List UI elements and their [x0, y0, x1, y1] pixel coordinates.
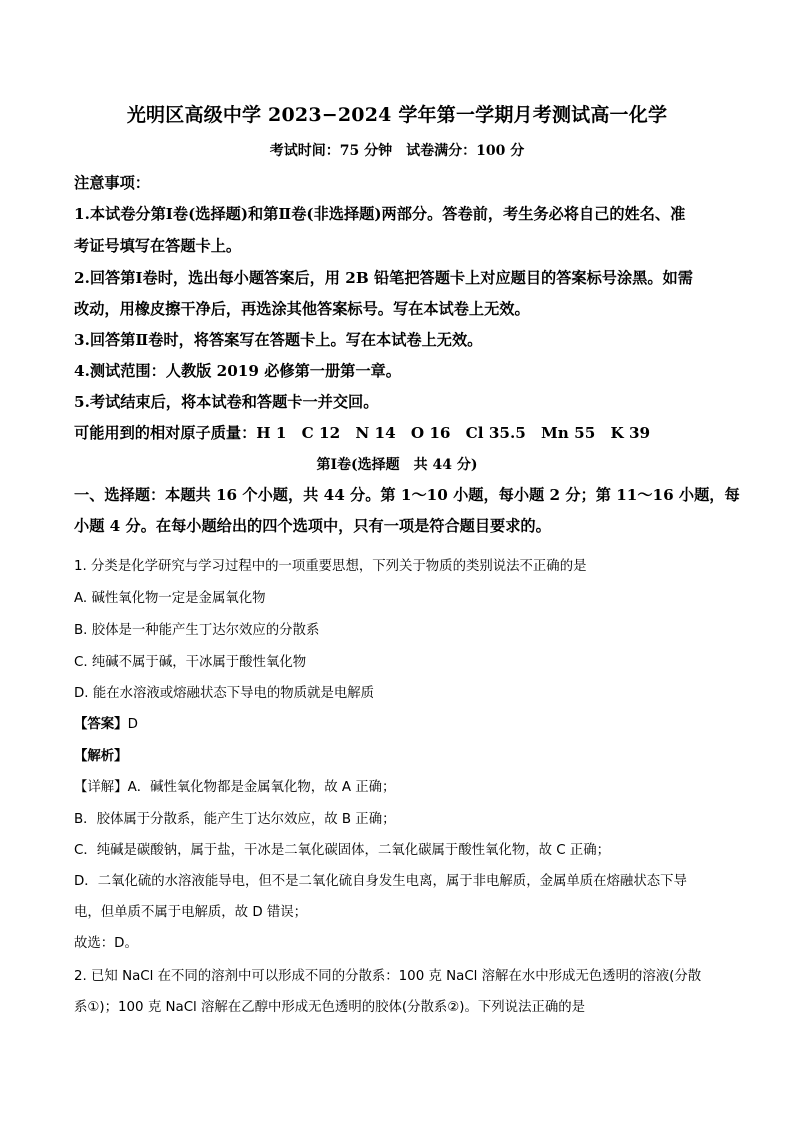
note-line: 改动，用橡皮擦干净后，再选涂其他答案标号。写在本试卷上无效。 [74, 300, 530, 318]
question-1-option-d: D. 能在水溶液或熔融状态下导电的物质就是电解质 [74, 686, 375, 701]
question-1-option-c: C. 纯碱不属于碱，干冰属于酸性氧化物 [74, 655, 307, 670]
note-line: 5.考试结束后，将本试卷和答题卡一并交回。 [74, 393, 379, 411]
detail-line: C．纯碱是碳酸钠，属于盐，干冰是二氧化碳固体，二氧化碳属于酸性氧化物，故 C 正确； [74, 843, 611, 858]
note-line: 2.回答第Ⅰ卷时，选出每小题答案后，用 2B 铅笔把答题卡上对应题目的答案标号涂黑。如需 [74, 269, 693, 287]
detail-line: D．二氧化硫的水溶液能导电，但不是二氧化硫自身发生电离，属于非电解质，金属单质在熔融状态下导 [74, 874, 687, 889]
detail-text: A．碱性氧化物都是金属氧化物，故 A 正确； [127, 780, 396, 795]
detail-label: 【详解】 [74, 780, 128, 795]
question-1-option-a: A. 碱性氧化物一定是金属氧化物 [74, 591, 266, 606]
question-2-stem: 2. 已知 NaCl 在不同的溶剂中可以形成不同的分散系：100 克 NaCl 溶解在水中形成无色透明的溶液(分散 [74, 969, 702, 984]
section-title: 第Ⅰ卷(选择题 共 44 分) [316, 457, 478, 473]
note-line: 4.测试范围：人教版 2019 必修第一册第一章。 [74, 362, 401, 380]
question-2-stem-cont: 系①)；100 克 NaCl 溶解在乙醇中形成无色透明的胶体(分散系②)。下列说法正确的是 [74, 1000, 586, 1015]
conclusion-line: 故选：D。 [74, 936, 138, 951]
note-line: 考证号填写在答题卡上。 [74, 237, 242, 255]
exam-title: 光明区高级中学 2023−2024 学年第一学期月考测试高一化学 [126, 104, 668, 126]
section-intro: 小题 4 分。在每小题给出的四个选项中，只有一项是符合题目要求的。 [74, 517, 551, 535]
analysis-label: 【解析】 [74, 749, 128, 764]
exam-subtitle: 考试时间：75 分钟 试卷满分：100 分 [269, 143, 525, 159]
detail-line [74, 776, 395, 795]
detail-line: B．胶体属于分散系，能产生丁达尔效应，故 B 正确； [74, 812, 396, 827]
section-intro: 一、选择题：本题共 16 个小题，共 44 分。第 1～10 小题，每小题 2 分；第 11～16 小题，每 [74, 486, 740, 504]
answer-label: 【答案】 [74, 717, 128, 732]
answer-line [74, 713, 138, 732]
note-line: 3.回答第Ⅱ卷时，将答案写在答题卡上。写在本试卷上无效。 [74, 331, 483, 349]
question-1-stem: 1. 分类是化学研究与学习过程中的一项重要思想，下列关于物质的类别说法不正确的是 [74, 559, 587, 574]
note-line: 1.本试卷分第Ⅰ卷(选择题)和第Ⅱ卷(非选择题)两部分。答卷前，考生务必将自己的姓名、准 [74, 205, 686, 223]
detail-line: 电，但单质不属于电解质，故 D 错误； [74, 905, 308, 920]
question-1-option-b: B. 胶体是一种能产生丁达尔效应的分散系 [74, 623, 320, 638]
answer-value: D [127, 717, 138, 732]
notes-heading: 注意事项： [74, 174, 150, 192]
atomic-masses: 可能用到的相对原子质量：H 1 C 12 N 14 O 16 Cl 35.5 Mn 55 K 39 [74, 424, 651, 442]
